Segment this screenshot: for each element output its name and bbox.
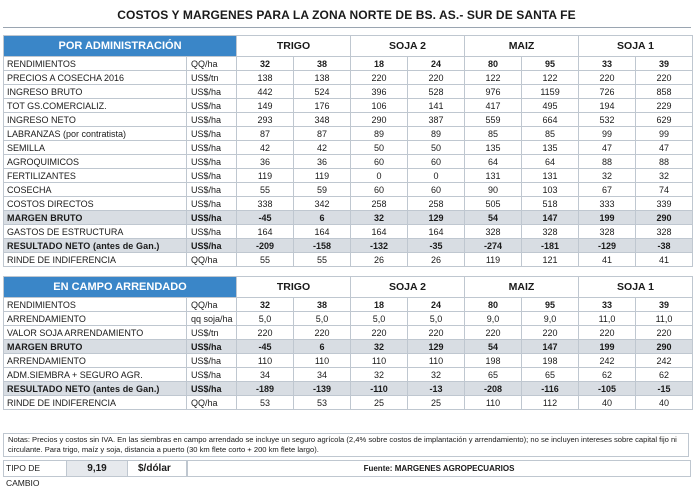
table-row [4,183,693,197]
cell-value: 11,0 [636,312,693,326]
cell-value: 42 [237,141,294,155]
row-unit: QQ/ha [187,57,237,71]
table-row [4,225,693,239]
row-unit: US$/ha [187,211,237,225]
table-row [4,211,693,225]
cell-value: 559 [465,113,522,127]
section-header: POR ADMINISTRACIÓN [4,36,237,57]
row-unit: US$/ha [187,340,237,354]
cell-value: 85 [522,127,579,141]
table-row [4,326,693,340]
row-unit: US$/ha [187,155,237,169]
cell-value: 89 [351,127,408,141]
exchange-rate-value: 9,19 [66,460,128,477]
crop-header-trigo: TRIGO [237,277,351,298]
cell-value: 65 [465,368,522,382]
cell-value: 198 [465,354,522,368]
exchange-rate-label: TIPO DE CAMBIO [3,460,67,477]
cell-value: 339 [636,197,693,211]
cell-value: 25 [351,396,408,410]
cell-value: 36 [294,155,351,169]
cell-value: 0 [351,169,408,183]
row-label: INGRESO NETO [4,113,187,127]
cell-value: 220 [579,326,636,340]
cell-value: 25 [408,396,465,410]
row-unit: US$/ha [187,368,237,382]
crop-header-soja-2: SOJA 2 [351,277,465,298]
cell-value: 119 [294,169,351,183]
cell-value: 138 [237,71,294,85]
cell-value: 39 [636,298,693,312]
row-unit: US$/ha [187,354,237,368]
cell-value: -105 [579,382,636,396]
cell-value: 258 [351,197,408,211]
cell-value: 293 [237,113,294,127]
cell-value: 64 [522,155,579,169]
row-unit: US$/ha [187,197,237,211]
table-row [4,312,693,326]
row-unit: US$/tn [187,326,237,340]
cell-value: 338 [237,197,294,211]
cell-value: 41 [636,253,693,267]
cell-value: 664 [522,113,579,127]
row-unit: US$/ha [187,127,237,141]
page-title: COSTOS Y MARGENES PARA LA ZONA NORTE DE BS. AS.- SUR DE SANTA FE [117,8,576,22]
cell-value: 80 [465,298,522,312]
cell-value: 194 [579,99,636,113]
source-label: Fuente: MARGENES AGROPECUARIOS [187,460,691,477]
table-row [4,127,693,141]
cell-value: 258 [408,197,465,211]
cell-value: 164 [408,225,465,239]
row-label: COSTOS DIRECTOS [4,197,187,211]
cell-value: 99 [579,127,636,141]
cell-value: 33 [579,298,636,312]
row-label: MARGEN BRUTO [4,340,187,354]
cell-value: 119 [465,253,522,267]
cell-value: 342 [294,197,351,211]
table-row [4,113,693,127]
cell-value: 32 [237,298,294,312]
cell-value: 11,0 [579,312,636,326]
row-unit: QQ/ha [187,253,237,267]
cell-value: -38 [636,239,693,253]
cell-value: 9,0 [465,312,522,326]
table-row [4,253,693,267]
cell-value: 50 [351,141,408,155]
cell-value: 5,0 [351,312,408,326]
cell-value: 976 [465,85,522,99]
cell-value: 129 [408,340,465,354]
cell-value: 220 [579,71,636,85]
cell-value: -209 [237,239,294,253]
cell-value: 36 [237,155,294,169]
row-label: ARRENDAMIENTO [4,312,187,326]
cell-value: 64 [465,155,522,169]
cell-value: 138 [294,71,351,85]
cell-value: 6 [294,340,351,354]
cell-value: 220 [351,71,408,85]
cell-value: 87 [294,127,351,141]
cell-value: -181 [522,239,579,253]
row-unit: QQ/ha [187,396,237,410]
row-unit: US$/ha [187,99,237,113]
row-label: TOT GS.COMERCIALIZ. [4,99,187,113]
cell-value: 149 [237,99,294,113]
cell-value: 524 [294,85,351,99]
cell-value: 220 [408,71,465,85]
cell-value: 18 [351,298,408,312]
table-row [4,368,693,382]
cell-value: 5,0 [408,312,465,326]
cell-value: 229 [636,99,693,113]
crop-header-soja-2: SOJA 2 [351,36,465,57]
cell-value: -129 [579,239,636,253]
cell-value: 505 [465,197,522,211]
row-label: COSECHA [4,183,187,197]
table-row [4,141,693,155]
row-label: VALOR SOJA ARRENDAMIENTO [4,326,187,340]
cell-value: 26 [408,253,465,267]
cell-value: 47 [636,141,693,155]
cell-value: 290 [636,211,693,225]
row-unit: US$/ha [187,239,237,253]
crop-header-maiz: MAIZ [465,277,579,298]
row-label: ADM.SIEMBRA + SEGURO AGR. [4,368,187,382]
row-label: ARRENDAMIENTO [4,354,187,368]
cell-value: 42 [294,141,351,155]
cell-value: 55 [237,183,294,197]
row-label: MARGEN BRUTO [4,211,187,225]
cell-value: 38 [294,298,351,312]
row-unit: US$/ha [187,382,237,396]
row-unit: US$/ha [187,225,237,239]
row-label: LABRANZAS (por contratista) [4,127,187,141]
cell-value: 95 [522,57,579,71]
table-row [4,354,693,368]
cell-value: 135 [522,141,579,155]
table-row [4,85,693,99]
row-label: AGROQUIMICOS [4,155,187,169]
cell-value: 129 [408,211,465,225]
row-unit: US$/ha [187,113,237,127]
cell-value: 0 [408,169,465,183]
row-label: SEMILLA [4,141,187,155]
cell-value: 328 [465,225,522,239]
cell-value: -139 [294,382,351,396]
cell-value: 32 [351,211,408,225]
cell-value: -208 [465,382,522,396]
cell-value: 87 [237,127,294,141]
cell-value: 110 [408,354,465,368]
cell-value: 164 [351,225,408,239]
cell-value: 99 [636,127,693,141]
row-unit: US$/ha [187,85,237,99]
cell-value: -45 [237,340,294,354]
table-row [4,169,693,183]
exchange-rate-unit: $/dólar [127,460,187,477]
cell-value: -35 [408,239,465,253]
cell-value: -158 [294,239,351,253]
cell-value: 328 [579,225,636,239]
cell-value: 242 [579,354,636,368]
cell-value: 198 [522,354,579,368]
cell-value: 6 [294,211,351,225]
cell-value: 220 [408,326,465,340]
cell-value: 147 [522,211,579,225]
cell-value: 55 [237,253,294,267]
row-unit: US$/ha [187,141,237,155]
cell-value: -132 [351,239,408,253]
row-unit: US$/tn [187,71,237,85]
cell-value: 60 [408,155,465,169]
cell-value: 164 [237,225,294,239]
cell-value: 396 [351,85,408,99]
crop-header-maiz: MAIZ [465,36,579,57]
cell-value: 24 [408,298,465,312]
table-row [4,71,693,85]
cell-value: 199 [579,211,636,225]
cell-value: 220 [636,71,693,85]
cell-value: 39 [636,57,693,71]
row-label: RINDE DE INDIFERENCIA [4,253,187,267]
row-label: RINDE DE INDIFERENCIA [4,396,187,410]
row-unit: QQ/ha [187,298,237,312]
cell-value: -13 [408,382,465,396]
cell-value: 26 [351,253,408,267]
cell-value: 122 [465,71,522,85]
cell-value: 95 [522,298,579,312]
cell-value: 40 [636,396,693,410]
cell-value: 1159 [522,85,579,99]
cell-value: 290 [351,113,408,127]
cell-value: 220 [522,326,579,340]
section-header-row [4,36,693,57]
cell-value: 85 [465,127,522,141]
cell-value: 32 [579,169,636,183]
cell-value: 121 [522,253,579,267]
notes: Notas: Precios y costos sin IVA. En las siembras en campo arrendado se incluye un seguro agrícola (2,4% sobre costos de implantación y arrendamiento); no se incluyen intereses sobre capital fijo ni circulante. Para trigo, maíz y soja, distancia a puerto (30 km flete corto + 200 km flete largo). [3,433,689,457]
cell-value: 55 [294,253,351,267]
cell-value: -110 [351,382,408,396]
cell-value: 32 [237,57,294,71]
cell-value: 40 [579,396,636,410]
cell-value: 62 [579,368,636,382]
table-row [4,382,693,396]
cell-value: 629 [636,113,693,127]
cell-value: 131 [522,169,579,183]
cell-value: 387 [408,113,465,127]
crop-header-trigo: TRIGO [237,36,351,57]
table-row [4,239,693,253]
title-rule [3,27,691,28]
cell-value: 88 [636,155,693,169]
cell-value: 65 [522,368,579,382]
row-label: INGRESO BRUTO [4,85,187,99]
cell-value: 532 [579,113,636,127]
row-label: RENDIMIENTOS [4,298,187,312]
section-header: EN CAMPO ARRENDADO [4,277,237,298]
cell-value: 60 [351,155,408,169]
cell-value: 74 [636,183,693,197]
cell-value: 53 [237,396,294,410]
table-row [4,197,693,211]
table-row [4,57,693,71]
arrendado-table [3,276,693,410]
cell-value: 53 [294,396,351,410]
cell-value: 328 [636,225,693,239]
cell-value: 67 [579,183,636,197]
footer [3,460,691,488]
crop-header-soja-1: SOJA 1 [579,36,693,57]
cell-value: 220 [636,326,693,340]
cell-value: 33 [579,57,636,71]
cell-value: 147 [522,340,579,354]
cell-value: 417 [465,99,522,113]
cell-value: 62 [636,368,693,382]
cell-value: 176 [294,99,351,113]
cell-value: 135 [465,141,522,155]
row-unit: US$/ha [187,183,237,197]
cell-value: 103 [522,183,579,197]
cell-value: 24 [408,57,465,71]
cell-value: 220 [294,326,351,340]
row-label: GASTOS DE ESTRUCTURA [4,225,187,239]
cell-value: 164 [294,225,351,239]
cell-value: 220 [465,326,522,340]
cell-value: 54 [465,211,522,225]
cell-value: 50 [408,141,465,155]
table-row [4,99,693,113]
cell-value: 495 [522,99,579,113]
table-row [4,396,693,410]
cell-value: 290 [636,340,693,354]
cell-value: -15 [636,382,693,396]
row-unit: US$/ha [187,169,237,183]
cell-value: -189 [237,382,294,396]
cell-value: 348 [294,113,351,127]
cell-value: 38 [294,57,351,71]
cell-value: 110 [351,354,408,368]
cell-value: 32 [636,169,693,183]
cell-value: 5,0 [237,312,294,326]
cell-value: 119 [237,169,294,183]
cell-value: 220 [351,326,408,340]
cell-value: 88 [579,155,636,169]
cell-value: 110 [465,396,522,410]
cell-value: 18 [351,57,408,71]
cell-value: 333 [579,197,636,211]
cell-value: -45 [237,211,294,225]
row-label: RESULTADO NETO (antes de Gan.) [4,382,187,396]
cell-value: 442 [237,85,294,99]
cell-value: 141 [408,99,465,113]
cell-value: 858 [636,85,693,99]
cell-value: 32 [351,368,408,382]
admin-table [3,35,693,267]
cell-value: 106 [351,99,408,113]
cell-value: 220 [237,326,294,340]
cell-value: 54 [465,340,522,354]
row-label: RENDIMIENTOS [4,57,187,71]
table-row [4,340,693,354]
cell-value: 47 [579,141,636,155]
cell-value: 5,0 [294,312,351,326]
cell-value: 122 [522,71,579,85]
cell-value: -116 [522,382,579,396]
row-label: FERTILIZANTES [4,169,187,183]
cell-value: 199 [579,340,636,354]
row-unit: qq soja/ha [187,312,237,326]
cell-value: 41 [579,253,636,267]
cell-value: 518 [522,197,579,211]
cell-value: 80 [465,57,522,71]
cell-value: 131 [465,169,522,183]
cell-value: 726 [579,85,636,99]
cell-value: 60 [408,183,465,197]
cell-value: 60 [351,183,408,197]
cell-value: 112 [522,396,579,410]
table-row [4,155,693,169]
cell-value: 89 [408,127,465,141]
cell-value: 32 [408,368,465,382]
cell-value: 90 [465,183,522,197]
table-row [4,298,693,312]
cell-value: 9,0 [522,312,579,326]
cell-value: 32 [351,340,408,354]
cell-value: 110 [294,354,351,368]
row-label: RESULTADO NETO (antes de Gan.) [4,239,187,253]
cell-value: 110 [237,354,294,368]
crop-header-soja-1: SOJA 1 [579,277,693,298]
cell-value: 34 [237,368,294,382]
cell-value: 528 [408,85,465,99]
cell-value: -274 [465,239,522,253]
cell-value: 328 [522,225,579,239]
cell-value: 34 [294,368,351,382]
section-header-row [4,277,693,298]
row-label: PRECIOS A COSECHA 2016 [4,71,187,85]
cell-value: 242 [636,354,693,368]
cell-value: 59 [294,183,351,197]
